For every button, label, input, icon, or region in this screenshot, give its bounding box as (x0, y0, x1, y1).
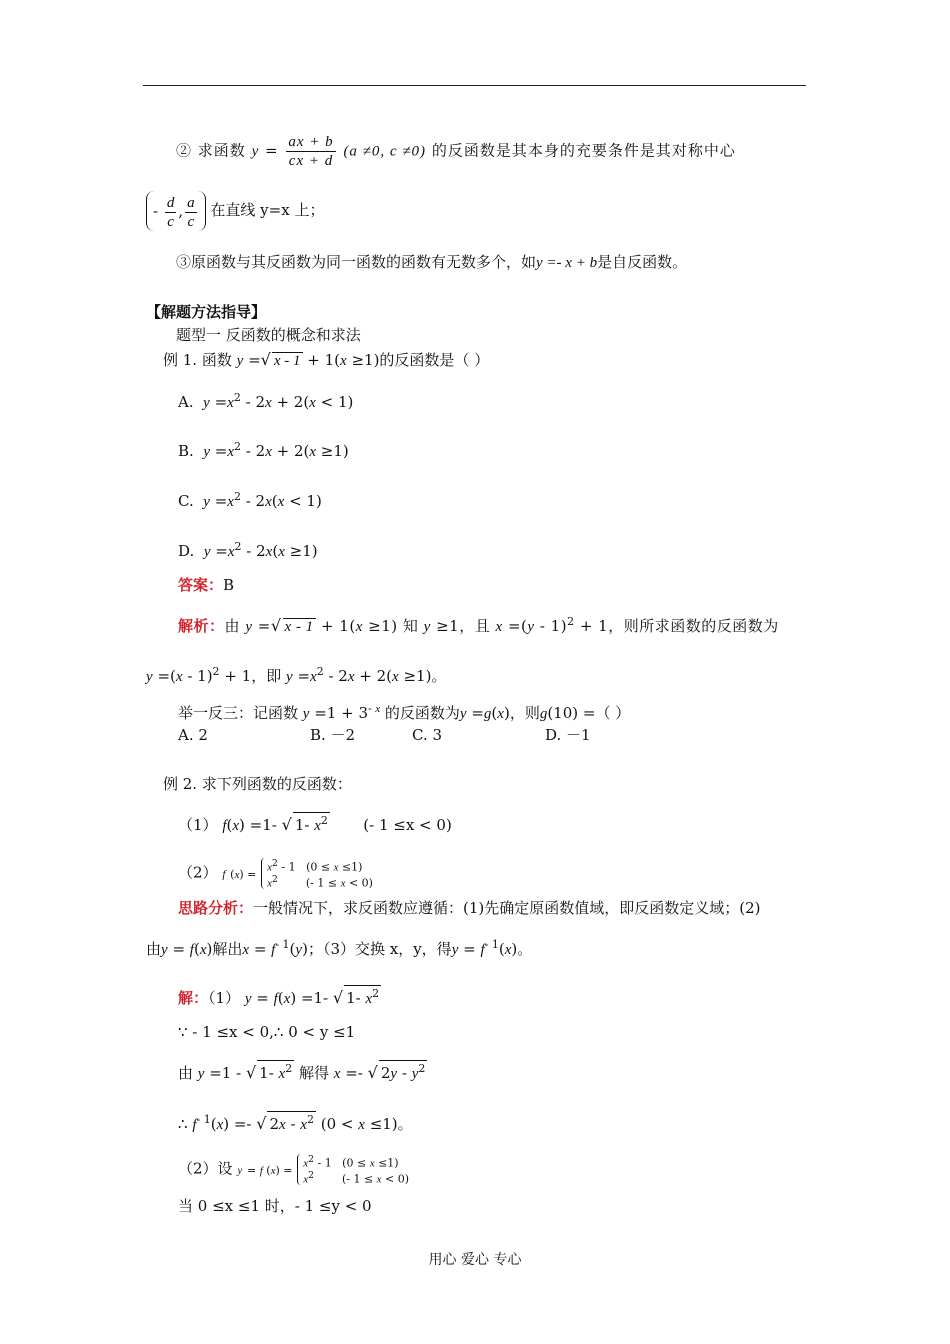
example-1-option-b: B. $y =x^2 - 2x + 2(x \ge 1)$ (178, 440, 349, 460)
piecewise-definition-2: $x^2 - 1$ (0 ≤ x ≤1) $x^2$ (- 1 ≤ x < 0) (297, 1154, 409, 1185)
solution-part-2: （2）设 y = f $(x) = x^2 - 1$ (0 ≤ x ≤1) $x^2$ (- 1 ≤ x < 0) (178, 1154, 410, 1186)
idea-analysis-line-2: 由y = f(x)解出$x = f^{- 1}(y)$；（3）交换 x，y，得$y = f^{- 1}(x)$。 (146, 938, 533, 958)
practice-option-b: B. －2 (310, 726, 356, 744)
example-2-question: 例 2. 求下列函数的反函数： (163, 775, 352, 793)
idea-analysis-line-1: 思路分析：一般情况下，求反函数应遵循：(1)先确定原函数值域，即反函数定义域；(2) (178, 899, 761, 917)
symmetry-center-line: - $\frac{d}{c}$ , $\frac{a}{c}$ 在直线 y=x 上； (146, 190, 324, 231)
solution-step-case: 当 0 ≤x ≤1 时，- 1 ≤y < 0 (178, 1197, 372, 1215)
header-rule (143, 85, 806, 86)
example-2-part-1: （1） f(x) =1- √ 1- $x^2$ (- 1 ≤x < 0) (178, 814, 452, 834)
symmetry-center-point: - $\frac{d}{c}$ , $\frac{a}{c}$ (146, 191, 206, 231)
type-title: 题型一 反函数的概念和求法 (176, 326, 361, 344)
example-2-part-2: （2） f $(x) = x^2 - 1$ (0 ≤ x ≤1) $x^2$ (- 1 ≤ x < 0) (178, 858, 373, 890)
section-title: 【解题方法指导】 (146, 303, 267, 321)
solution-step-solve: 由 y =1 - √ 1- $x^2$ 解得 x =- √ $2y - y^2$ (178, 1062, 426, 1082)
example-1-option-a: A. $y =x^2 - 2x + 2(x < 1)$ (178, 391, 354, 411)
piecewise-definition: $x^2 - 1$ (0 ≤ x ≤1) $x^2$ (- 1 ≤ x < 0) (261, 858, 373, 889)
practice-option-d: D. －1 (545, 726, 591, 744)
solution-part-1: 解：（1） y = f(x) =1- √ 1- $x^2$ (178, 987, 380, 1007)
example-1-option-c: C. $y =x^2 - 2x(x < 1)$ (178, 490, 322, 510)
fraction-ax-b-over-cx-d: $\frac{ax + b}{cx + d}$ (288, 134, 334, 169)
solution-step-result: ∴ $f^{- 1}(x)$ =- √ $2x - x^2$ (0 < x ≤1)。 (178, 1113, 413, 1133)
practice-question: 举一反三：记函数 $y =1 + 3^{- x}$ 的反函数为y =g(x)，则g(10) =（ ） (178, 702, 631, 722)
example-1-option-d: D. $y =x^2 - 2x(x \ge 1)$ (178, 540, 318, 560)
example-1-question: 例 1. 函数 y =√ x - 1 + 1(x ≥1)的反函数是（ ） (163, 350, 490, 369)
property-3: ③原函数与其反函数为同一函数的函数有无数多个，如y =- x + b是自反函数。 (176, 253, 688, 271)
practice-option-c: C. 3 (412, 726, 443, 744)
property-2: ② 求函数 y = $\frac{ax + b}{cx + d}$ (a ≠0, c ≠0) 的反函数是其本身的充要条件是其对称中心 (176, 134, 736, 169)
example-1-analysis-line-1: 解析：由 y =√ x - 1 + 1(x ≥1) 知 y ≥1，且 x =(y - 1)$^2$ + 1，则所求函数的反函数为 (178, 615, 779, 635)
practice-option-a: A. 2 (178, 726, 208, 744)
example-1-analysis-line-2: y =(x - 1)$^2$ + 1，即 $y =x^2 - 2x + 2(x \ge 1)$。 (146, 665, 447, 685)
solution-step-range: ∵ - 1 ≤x < 0,∴ 0 < y ≤1 (178, 1023, 356, 1041)
page-footer: 用心 爱心 专心 (428, 1252, 522, 1268)
example-1-answer: 答案：B (178, 576, 235, 594)
